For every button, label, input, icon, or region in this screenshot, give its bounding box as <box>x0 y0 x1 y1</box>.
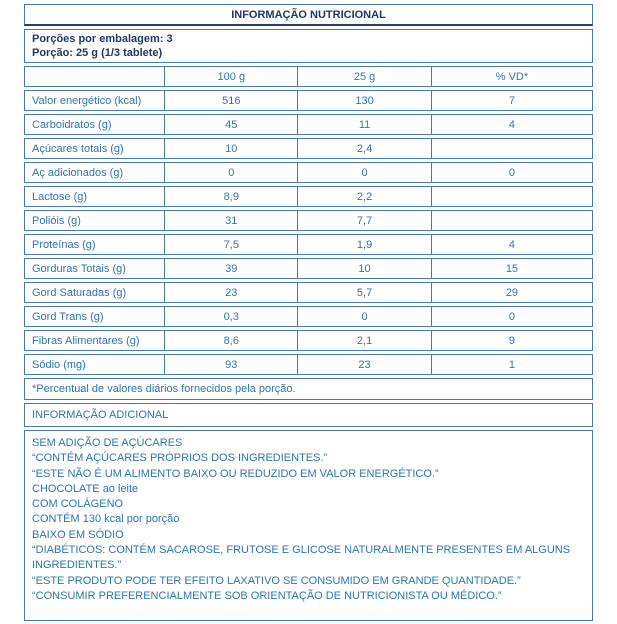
value-25g: 0 <box>297 163 431 182</box>
row-label: Sódio (mg) <box>32 358 86 371</box>
additional-line: “ESTE PRODUTO PODE TER EFEITO LAXATIVO SE CONSUMIDO EM GRANDE QUANTIDADE.” <box>32 574 521 587</box>
value-25g: 1,9 <box>297 235 431 254</box>
additional-line: “ESTE NÃO É UM ALIMENTO BAIXO OU REDUZIDO EM VALOR ENERGÉTICO.” <box>32 467 439 480</box>
table-row <box>24 162 593 183</box>
value-25g: 11 <box>297 115 431 134</box>
additional-line: “DIABÉTICOS: CONTÉM SACAROSE, FRUTOSE E GLICOSE NATURALMENTE PRESENTES EM ALGUNS INGREDIENTES.” <box>32 544 571 572</box>
value-100g: 8,6 <box>164 331 297 350</box>
value-100g: 39 <box>164 259 297 278</box>
row-label: Açúcares totais (g) <box>32 142 124 155</box>
value-100g: 10 <box>164 139 297 158</box>
value-vd: 4 <box>431 235 592 254</box>
row-label: Valor energético (kcal) <box>32 94 142 107</box>
additional-line: CHOCOLATE ao leite <box>32 482 139 495</box>
value-25g: 10 <box>297 259 431 278</box>
value-25g: 5,7 <box>297 283 431 302</box>
value-vd: 4 <box>431 115 592 134</box>
value-25g: 2,2 <box>297 187 431 206</box>
value-25g: 130 <box>297 91 431 110</box>
value-vd: 29 <box>431 283 592 302</box>
value-vd <box>431 139 592 158</box>
value-100g: 93 <box>164 355 297 374</box>
value-100g: 8,9 <box>164 187 297 206</box>
table-row <box>24 234 593 255</box>
additional-line: COM COLÁGENO <box>32 498 124 511</box>
table-row <box>24 186 593 207</box>
column-header-vd: % VD* <box>431 67 592 86</box>
value-100g: 0 <box>164 163 297 182</box>
table-row <box>24 114 593 135</box>
additional-line: “CONTÉM AÇÚCARES PRÓPRIOS DOS INGREDIENTES.” <box>32 452 328 465</box>
value-vd: 1 <box>431 355 592 374</box>
value-vd: 0 <box>431 307 592 326</box>
additional-line: CONTÉM 130 kcal por porção <box>32 513 180 526</box>
row-label: Aç adicionados (g) <box>32 166 124 179</box>
value-vd: 7 <box>431 91 592 110</box>
value-vd: 9 <box>431 331 592 350</box>
column-header-blank <box>25 67 164 86</box>
value-100g: 31 <box>164 211 297 230</box>
value-25g: 2,4 <box>297 139 431 158</box>
column-header-100g: 100 g <box>164 67 297 86</box>
column-header-25g: 25 g <box>297 67 431 86</box>
servings-per-package: Porções por embalagem: 3 <box>32 33 173 45</box>
table-row <box>24 354 593 375</box>
value-25g: 0 <box>297 307 431 326</box>
nutrition-title: INFORMAÇÃO NUTRICIONAL <box>24 4 593 26</box>
table-row <box>24 258 593 279</box>
additional-line: “CONSUMIR PREFERENCIALMENTE SOB ORIENTAÇÃO DE NUTRICIONISTA OU MÉDICO.” <box>32 589 502 602</box>
row-label: Lactose (g) <box>32 190 88 203</box>
table-row <box>24 306 593 327</box>
value-vd <box>431 187 592 206</box>
daily-values-footnote: *Percentual de valores diários fornecidos pela porção. <box>24 378 593 400</box>
value-vd: 0 <box>431 163 592 182</box>
nutrition-label <box>24 4 593 624</box>
row-label: Polióis (g) <box>32 214 81 227</box>
value-100g: 45 <box>164 115 297 134</box>
table-row <box>24 138 593 159</box>
value-25g: 23 <box>297 355 431 374</box>
row-label: Proteínas (g) <box>32 238 96 251</box>
value-100g: 516 <box>164 91 297 110</box>
column-header-row <box>24 66 593 87</box>
serving-size: Porção: 25 g (1/3 tablete) <box>32 47 163 59</box>
serving-info <box>24 29 593 63</box>
additional-info-title: INFORMAÇÃO ADICIONAL <box>24 403 593 427</box>
additional-info-block <box>24 430 593 621</box>
row-label: Carboidratos (g) <box>32 118 112 131</box>
additional-line: SEM ADIÇÃO DE AÇÚCARES <box>32 437 183 449</box>
row-label: Gord Trans (g) <box>32 310 104 323</box>
row-label: Fibras Alimentares (g) <box>32 334 140 347</box>
table-row <box>24 330 593 351</box>
value-100g: 0,3 <box>164 307 297 326</box>
row-label: Gorduras Totais (g) <box>32 262 126 275</box>
table-row <box>24 210 593 231</box>
row-label: Gord Saturadas (g) <box>32 286 127 299</box>
additional-line: BAIXO EM SÓDIO <box>32 528 124 541</box>
value-100g: 23 <box>164 283 297 302</box>
table-row <box>24 282 593 303</box>
value-100g: 7,5 <box>164 235 297 254</box>
value-25g: 2,1 <box>297 331 431 350</box>
value-vd: 15 <box>431 259 592 278</box>
value-25g: 7,7 <box>297 211 431 230</box>
table-row <box>24 90 593 111</box>
value-vd <box>431 211 592 230</box>
